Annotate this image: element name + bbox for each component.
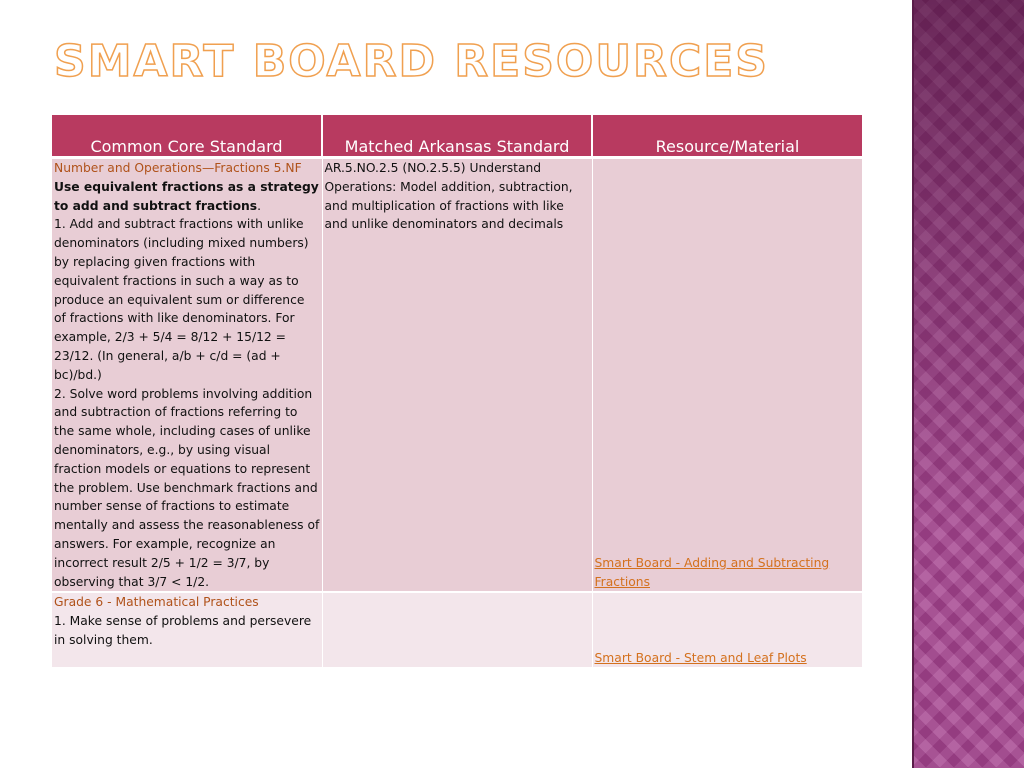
resource-link-fractions[interactable]: Smart Board - Adding and Subtracting Fractions [594,555,830,589]
header-resource: Resource/Material [592,115,862,158]
resource-link-stem-leaf[interactable]: Smart Board - Stem and Leaf Plots [594,650,807,665]
table-row [52,158,862,593]
standard-heading: Grade 6 - Mathematical Practices [54,595,259,610]
decorative-side-panel [912,0,1024,768]
standards-table [52,115,862,667]
table-header-row [52,115,862,158]
side-panel-edge [912,0,914,768]
resource-cell [592,158,862,593]
standard-strategy-bold: Use equivalent fractions as a strategy to add and subtract fractions [54,179,319,213]
arkansas-standard-cell [322,592,592,667]
header-common-core: Common Core Standard [52,115,322,158]
common-core-cell [52,592,322,667]
standard-item-2: 2. Solve word problems involving addition and subtraction of fractions referring to the same whole, including cases of unlike denominators, e.g., by using visual fraction models or equations to represent the problem. Use benchmark fractions and number sense of fractions to estimate mentally and assess the reasonableness of answers. For example, recognize an incorrect result 2/5 + 1/2 = 3/7, by observing that 3/7 < 1/2. [54,386,320,589]
standard-item-1: 1. Add and subtract fractions with unlike denominators (including mixed numbers) by replacing given fractions with equivalent fractions in such a way as to produce an equivalent sum or difference of fractions with like denominators. For example, 2/3 + 5/4 = 8/12 + 15/12 = 23/12. (In general, a/b + c/d = (ad + bc)/bd.) [54,217,309,382]
standard-strategy-tail: . [257,198,262,213]
resource-cell [592,592,862,667]
standard-item-1: 1. Make sense of problems and persevere in solving them. [54,614,312,647]
common-core-cell [52,158,322,593]
slide-title: SMART BOARD RESOURCES [54,36,769,87]
standard-heading: Number and Operations—Fractions 5.NF [54,161,302,175]
standard-strategy [54,178,320,216]
table-row [52,592,862,667]
header-arkansas: Matched Arkansas Standard [322,115,592,158]
arkansas-standard-cell: AR.5.NO.2.5 (NO.2.5.5) Understand Operations: Model addition, subtraction, and multiplication of fractions with like and unlike denominators and decimals [322,158,592,593]
